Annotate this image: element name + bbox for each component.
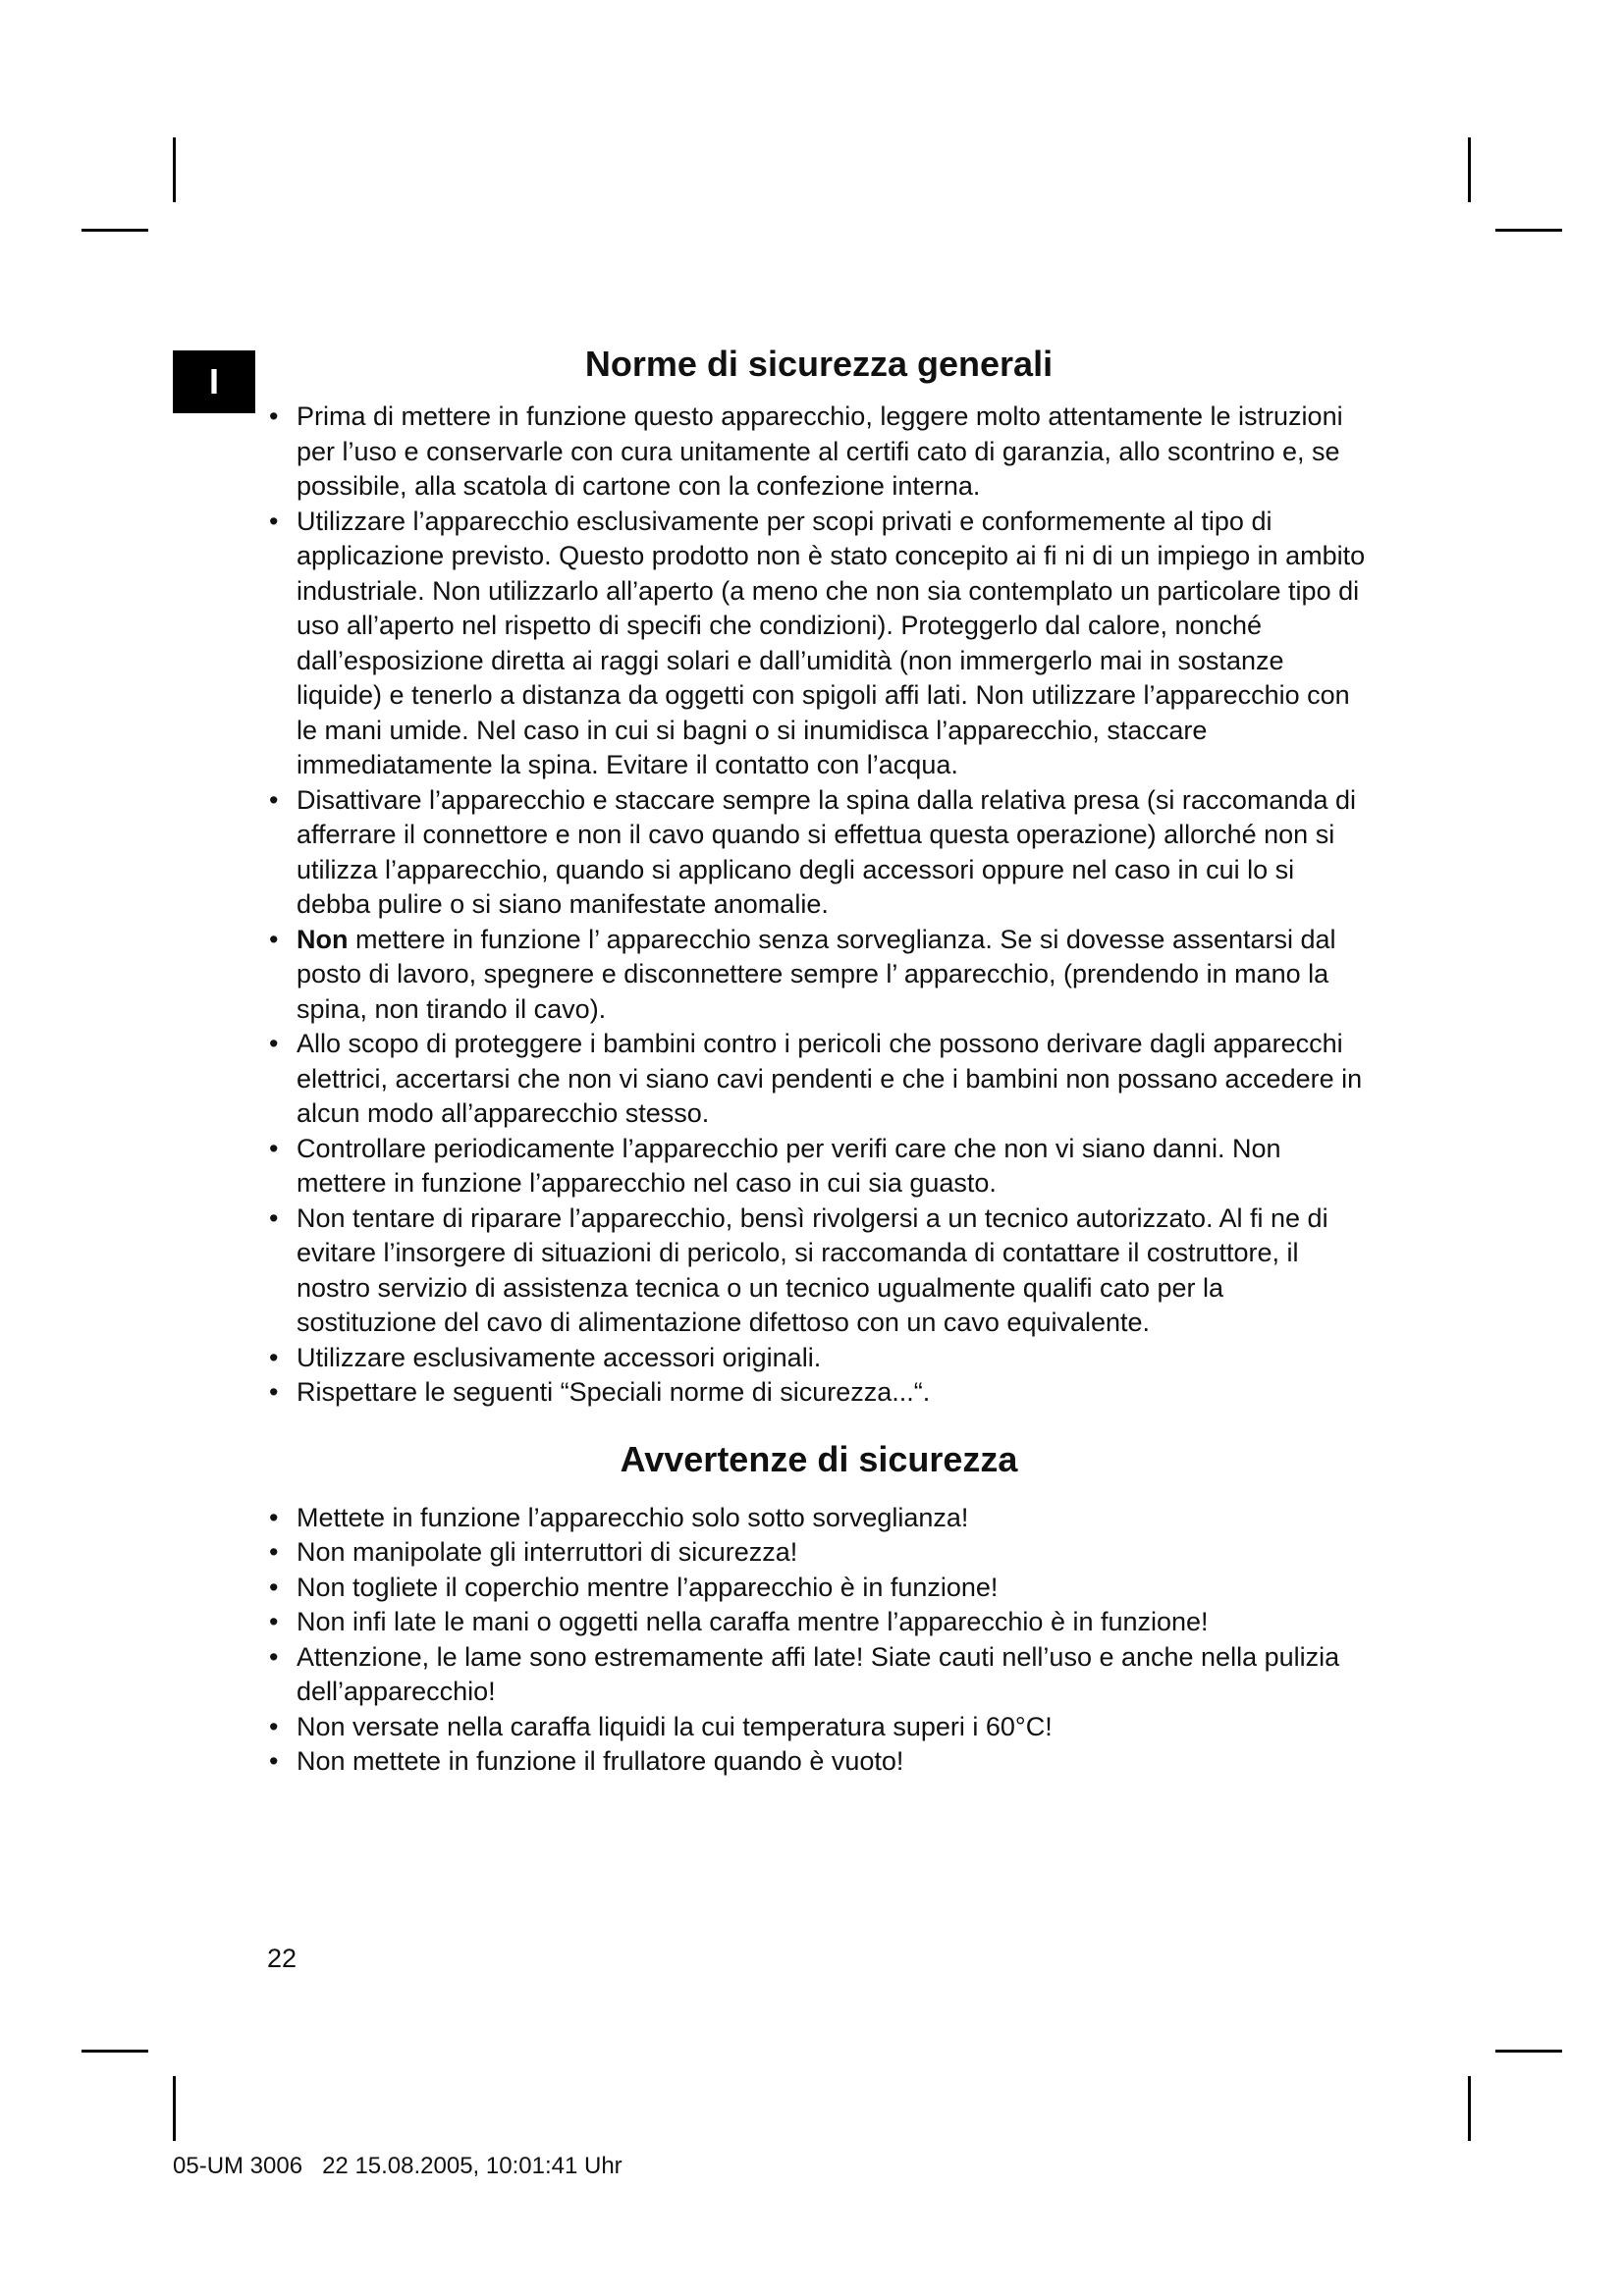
- page-number: 22: [267, 1944, 298, 1973]
- document-body: [267, 337, 1371, 1780]
- list-item: • Non mettete in funzione il frullatore quando è vuoto!: [267, 1744, 1371, 1780]
- section-title-general: Norme di sicurezza generali: [584, 344, 1054, 384]
- list-item: • Non mettere in funzione l’ apparecchio senza sorveglianza. Se si dovesse assentarsi dal posto di lavoro, spegnere e disconnettere sempre l’ apparecchio, (prendendo in mano la spina, non tirando il cavo).: [267, 923, 1371, 1028]
- list-item: • Utilizzare esclusivamente accessori originali.: [267, 1341, 1371, 1376]
- crop-mark-bottom-right-horizontal: [1495, 2050, 1562, 2053]
- print-slug: 05-UM 3006 22 15.08.2005, 10:01:41 Uhr: [173, 2153, 623, 2179]
- crop-mark-bottom-left-vertical: [173, 2076, 176, 2141]
- list-item: • Non infi late le mani o oggetti nella caraffa mentre l’apparecchio è in funzione!: [267, 1605, 1371, 1640]
- general-safety-list: [267, 400, 1371, 1411]
- crop-mark-bottom-right-vertical: [1468, 2076, 1471, 2141]
- section-title-warnings: Avvertenze di sicurezza: [620, 1438, 1018, 1479]
- language-tab: I: [173, 350, 255, 413]
- list-item: • Attenzione, le lame sono estremamente affi late! Siate cauti nell’uso e anche nella pulizia dell’apparecchio!: [267, 1640, 1371, 1710]
- list-item: • Prima di mettere in funzione questo apparecchio, leggere molto attentamente le istruzioni per l’uso e conservarle con cura unitamente al certifi cato di garanzia, allo scontrino e, se possibile, alla scatola di cartone con la confezione interna.: [267, 400, 1371, 505]
- list-item: • Disattivare l’apparecchio e staccare sempre la spina dalla relativa presa (si raccomanda di afferrare il connettore e non il cavo quando si effettua questa operazione) allorché non si utilizza l’apparecchio, quando si applicano degli accessori oppure nel caso in cui lo si debba pulire o si siano manifestate anomalie.: [267, 783, 1371, 923]
- emphasis-lead: Non: [297, 924, 349, 954]
- list-item: • Controllare periodicamente l’apparecchio per verifi care che non vi siano danni. Non mettere in funzione l’apparecchio nel caso in cui sia guasto.: [267, 1132, 1371, 1201]
- list-item: • Non tentare di riparare l’apparecchio, bensì rivolgersi a un tecnico autorizzato. Al fi ne di evitare l’insorgere di situazioni di pericolo, si raccomanda di contattare il costruttore, il nostro servizio di assistenza tecnica o un tecnico ugualmente qualifi cato per la sostituzione del cavo di alimentazione difettoso con un cavo equivalente.: [267, 1201, 1371, 1341]
- list-item: • Non togliete il coperchio mentre l’apparecchio è in funzione!: [267, 1571, 1371, 1606]
- crop-mark-top-left-vertical: [173, 137, 176, 202]
- crop-mark-top-right-vertical: [1468, 137, 1471, 202]
- list-item: • Rispettare le seguenti “Speciali norme di sicurezza...“.: [267, 1375, 1371, 1411]
- list-item: • Non manipolate gli interruttori di sicurezza!: [267, 1535, 1371, 1571]
- safety-warnings-list: [267, 1501, 1371, 1780]
- crop-mark-bottom-left-horizontal: [81, 2050, 148, 2053]
- crop-mark-top-right-horizontal: [1495, 229, 1562, 232]
- crop-mark-top-left-horizontal: [81, 229, 148, 232]
- list-item: • Mettete in funzione l’apparecchio solo sotto sorveglianza!: [267, 1501, 1371, 1536]
- list-item: • Allo scopo di proteggere i bambini contro i pericoli che possono derivare dagli apparecchi elettrici, accertarsi che non vi siano cavi pendenti e che i bambini non possano accedere in alcun modo all’apparecchio stesso.: [267, 1027, 1371, 1132]
- list-item: • Non versate nella caraffa liquidi la cui temperatura superi i 60°C!: [267, 1710, 1371, 1745]
- list-item: • Utilizzare l’apparecchio esclusivamente per scopi privati e conformemente al tipo di applicazione previsto. Questo prodotto non è stato concepito ai fi ni di un impiego in ambito industriale. Non utilizzarlo all’aperto (a meno che non sia contemplato un particolare tipo di uso all’aperto nel rispetto di specifi che condizioni). Proteggerlo dal calore, nonché dall’esposizione diretta ai raggi solari e dall’umidità (non immergerlo mai in sostanze liquide) e tenerlo a distanza da oggetti con spigoli affi lati. Non utilizzare l’apparecchio con le mani umide. Nel caso in cui si bagni o si inumidisca l’apparecchio, staccare immediatamente la spina. Evitare il contatto con l’acqua.: [267, 505, 1371, 783]
